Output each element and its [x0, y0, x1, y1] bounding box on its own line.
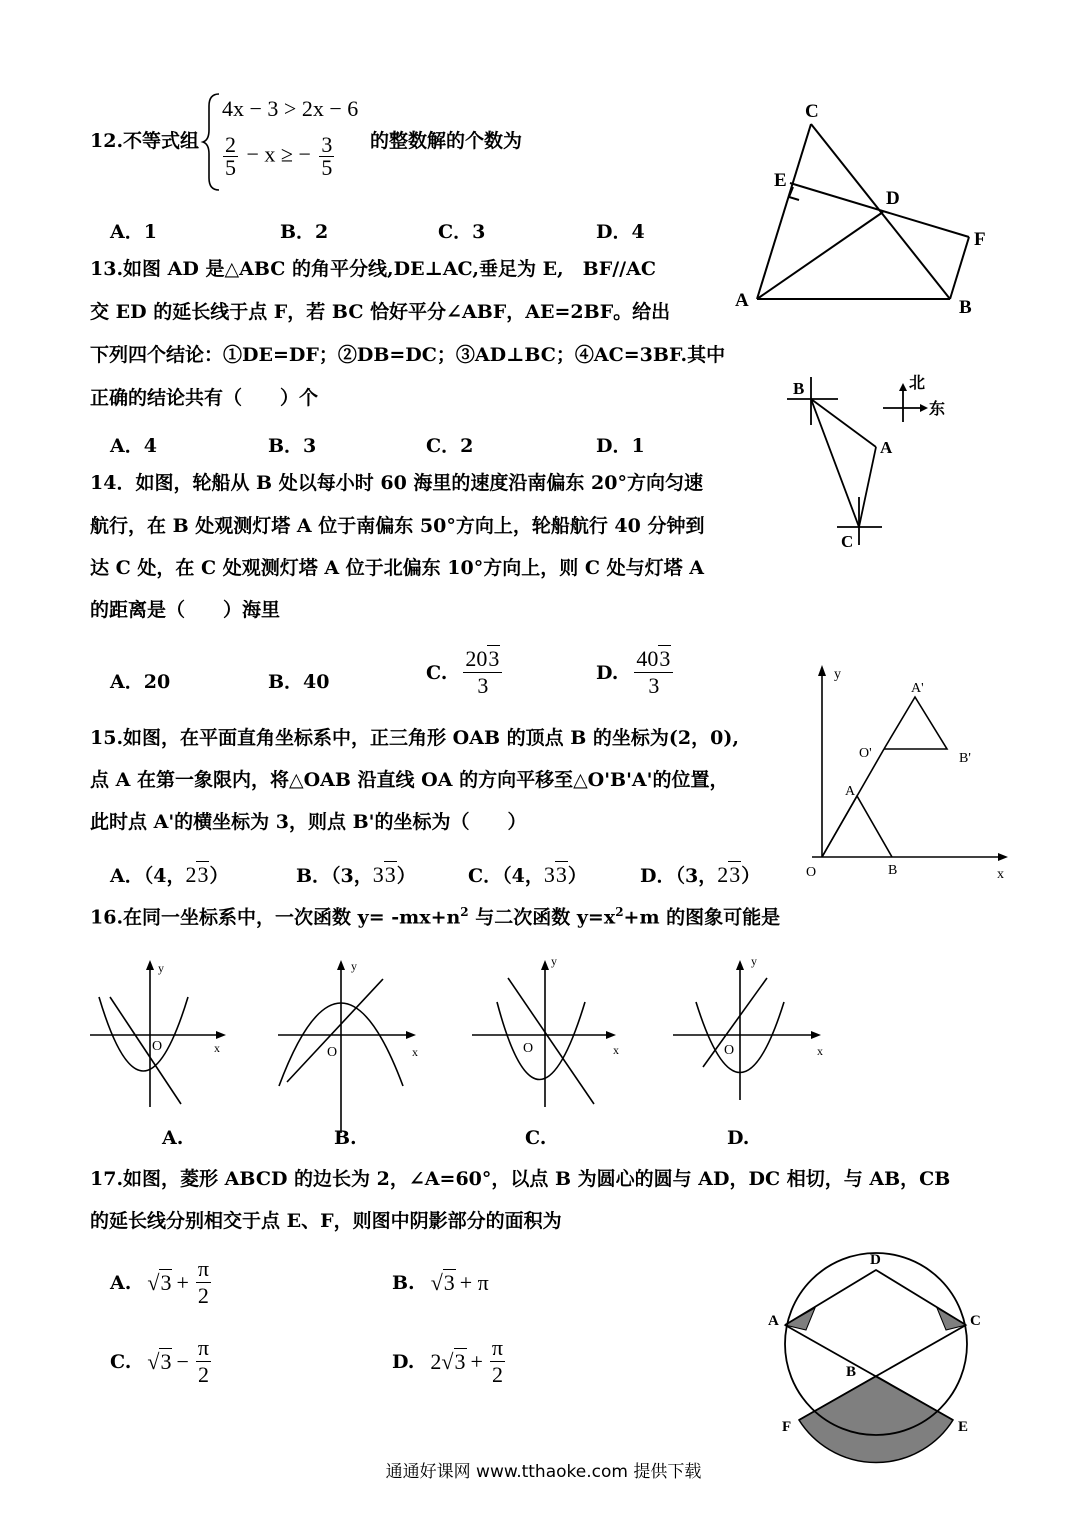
q13-label-b: B	[959, 297, 972, 318]
q15-c-pre: C．（4，	[468, 865, 544, 887]
q16-c-x: x	[613, 1043, 619, 1057]
q16-option-a[interactable]: A.	[162, 1127, 184, 1149]
q17-a-num: π	[197, 1256, 209, 1281]
q15-line-2: 点 A 在第一象限内，将△OAB 沿直线 OA 的方向平移至△O'B'A'的位置，	[90, 769, 729, 791]
page-footer: 通通好课网 www.tthaoke.com 提供下载	[385, 1462, 702, 1482]
q14-line-2: 航行，在 B 处观测灯塔 A 位于南偏东 50°方向上，轮船航行 40 分钟到	[90, 515, 705, 537]
q17-label-d: D	[870, 1252, 881, 1268]
q17-label-a: A	[768, 1313, 779, 1329]
q15-d-pre: D．（3，	[640, 865, 718, 887]
q17-label-f: F	[782, 1419, 792, 1435]
q16-d-o: O	[724, 1043, 735, 1058]
q12-option-b[interactable]: B．2	[280, 221, 329, 243]
q15-b-post: ）	[396, 865, 416, 887]
q14-c-num: 20	[465, 646, 488, 671]
q17-d-rad: 3	[454, 1348, 466, 1374]
q16-text-b: 与二次函数 y=x	[468, 906, 616, 929]
q15-label-b: B	[888, 863, 898, 878]
q15-a-pre: A．（4，	[110, 865, 186, 887]
q14-line-3: 达 C 处，在 C 处观测灯塔 A 位于北偏东 10°方向上，则 C 处与灯塔 A	[90, 557, 704, 579]
q16-a-y: y	[158, 961, 164, 975]
q13-option-c[interactable]: C．2	[426, 435, 474, 457]
q12-inequality-1: 4x − 3 > 2x − 6	[222, 96, 359, 121]
q13-label-d: D	[886, 188, 900, 209]
q13-option-a[interactable]: A．4	[110, 435, 157, 457]
q17-label-c: C	[970, 1313, 981, 1329]
q16-sup-2: 2	[615, 905, 624, 919]
q14-option-c-label: C.	[426, 661, 448, 684]
q15-label-o: O	[806, 865, 817, 880]
q17-d-op: +	[470, 1348, 483, 1374]
q15-a-coef: 2	[185, 862, 197, 887]
q17-b-op: + π	[459, 1270, 489, 1295]
q12-frac-num-2: 3	[321, 132, 333, 157]
q12-stem: 12.不等式组	[90, 130, 200, 152]
q16-option-d[interactable]: D.	[727, 1127, 750, 1149]
q17-a-op: +	[176, 1269, 189, 1295]
q17-b-rad: 3	[443, 1270, 455, 1295]
q16-d-x: x	[817, 1044, 823, 1058]
q15-a-rad: 3	[197, 862, 209, 887]
q17-label-e: E	[958, 1419, 969, 1435]
q13-label-c: C	[805, 101, 819, 122]
q17-c-label: C.	[110, 1350, 132, 1373]
q14-label-b: B	[793, 379, 805, 398]
q12-option-c[interactable]: C．3	[438, 221, 486, 243]
q13-label-e: E	[774, 170, 787, 191]
q12-ineq-mid: − x ≥ −	[246, 141, 311, 167]
q17-option-b[interactable]: B. √3 + π	[392, 1270, 489, 1295]
q16-d-y: y	[751, 954, 757, 968]
q15-b-pre: B．（3，	[296, 865, 373, 887]
q15-b-coef: 3	[372, 862, 384, 887]
q17-c-op: −	[176, 1348, 189, 1374]
q16-a-o: O	[152, 1039, 163, 1054]
q12-frac-den-2: 5	[321, 155, 333, 180]
q17-d-num: π	[491, 1335, 504, 1360]
q17-line-2: 的延长线分别相交于点 E、F，则图中阴影部分的面积为	[90, 1210, 562, 1232]
q15-label-bp: B'	[959, 751, 971, 766]
q15-axis-x: x	[997, 867, 1004, 882]
q17-d-label: D.	[392, 1350, 415, 1373]
q16-option-c[interactable]: C.	[525, 1127, 547, 1149]
q14-label-north: 北	[909, 375, 926, 392]
q14-option-a[interactable]: A．20	[110, 671, 171, 693]
q17-c-den: 2	[197, 1362, 209, 1387]
q17-b-label: B.	[392, 1272, 415, 1294]
q14-d-den: 3	[648, 673, 660, 698]
q14-d-rad: 3	[659, 646, 671, 671]
q16-text-c: +m 的图象可能是	[623, 906, 781, 929]
q12-frac-num-1: 2	[225, 132, 236, 157]
q14-option-b[interactable]: B．40	[268, 671, 330, 693]
q16-c-o: O	[523, 1041, 534, 1056]
q15-line-1: 15.如图，在平面直角坐标系中，正三角形 OAB 的顶点 B 的坐标为(2，0),	[90, 727, 739, 749]
q15-d-coef: 2	[717, 862, 729, 887]
q14-label-c: C	[841, 532, 854, 551]
q17-c-num: π	[197, 1335, 210, 1360]
q17-a-rad: 3	[160, 1269, 172, 1295]
q13-option-b[interactable]: B．3	[268, 435, 317, 457]
q15-d-rad: 3	[729, 862, 741, 887]
q15-c-coef: 3	[543, 862, 555, 887]
q17-a-den: 2	[197, 1283, 209, 1308]
q15-label-op: O'	[859, 746, 872, 761]
q13-label-a: A	[735, 290, 749, 311]
q17-option-a[interactable]: A. √3 + $\frac{\pi}{2}$	[110, 1256, 209, 1308]
q12-option-a[interactable]: A．1	[110, 221, 157, 243]
q14-label-a: A	[880, 438, 893, 457]
q14-d-num: 40	[636, 646, 659, 671]
q16-option-b[interactable]: B.	[334, 1127, 357, 1149]
q12-tail: 的整数解的个数为	[370, 130, 523, 152]
q14-label-east: 东	[929, 401, 946, 418]
q17-line-1: 17.如图，菱形 ABCD 的边长为 2，∠A=60°，以点 B 为圆心的圆与 AD，DC 相切，与 AB，CB	[90, 1168, 951, 1190]
q13-label-f: F	[974, 229, 986, 250]
q13-line-2: 交 ED 的延长线于点 F，若 BC 恰好平分∠ABF，AE=2BF。给出	[90, 301, 671, 323]
q14-c-rad: 3	[488, 646, 500, 671]
q16-text-a: 16.在同一坐标系中，一次函数 y= -mx+n	[90, 906, 461, 929]
q14-option-d-label: D.	[596, 661, 619, 684]
q12-frac-den-1: 5	[225, 155, 236, 180]
q17-option-c[interactable]: C. √3 − $\frac{\pi}{2}$	[110, 1335, 210, 1387]
q17-d-coef: 2	[430, 1348, 442, 1374]
q17-c-rad: 3	[160, 1348, 172, 1374]
q15-c-rad: 3	[555, 862, 567, 887]
q17-option-d[interactable]: D. 2 √3 + $\frac{\pi}{2}$	[392, 1335, 504, 1387]
q13-line-4: 正确的结论共有（ ）个	[90, 387, 319, 409]
q13-option-d[interactable]: D．1	[596, 435, 645, 457]
q15-label-a: A	[845, 784, 856, 799]
q15-d-post: ）	[741, 865, 761, 887]
q14-c-den: 3	[477, 673, 489, 698]
q14-line-1: 14．如图，轮船从 B 处以每小时 60 海里的速度沿南偏东 20°方向匀速	[90, 472, 703, 494]
q15-line-3: 此时点 A'的横坐标为 3，则点 B'的坐标为（ ）	[90, 811, 527, 833]
q15-axis-y: y	[834, 667, 841, 682]
q15-c-post: ）	[567, 865, 587, 887]
q16-b-x: x	[412, 1045, 418, 1059]
q16-c-y: y	[551, 954, 557, 968]
q17-a-label: A.	[110, 1271, 132, 1294]
q16-sup-1: 2	[460, 905, 469, 919]
q13-line-1: 13.如图 AD 是△ABC 的角平分线,DE⊥AC,垂足为 E, BF//AC	[90, 258, 656, 280]
q15-b-rad: 3	[384, 862, 396, 887]
q12-option-d[interactable]: D．4	[596, 221, 645, 243]
q16-b-o: O	[327, 1045, 338, 1060]
q17-label-b: B	[846, 1364, 857, 1380]
q14-line-4: 的距离是（ ）海里	[90, 599, 281, 621]
q17-d-den: 2	[491, 1362, 503, 1387]
q13-line-3: 下列四个结论：①DE=DF；②DB=DC；③AD⊥BC；④AC=3BF.其中	[90, 344, 726, 366]
q16-b-y: y	[351, 959, 357, 973]
q16-a-x: x	[214, 1041, 220, 1055]
q15-a-post: ）	[209, 865, 229, 887]
q15-label-ap: A'	[911, 681, 924, 696]
